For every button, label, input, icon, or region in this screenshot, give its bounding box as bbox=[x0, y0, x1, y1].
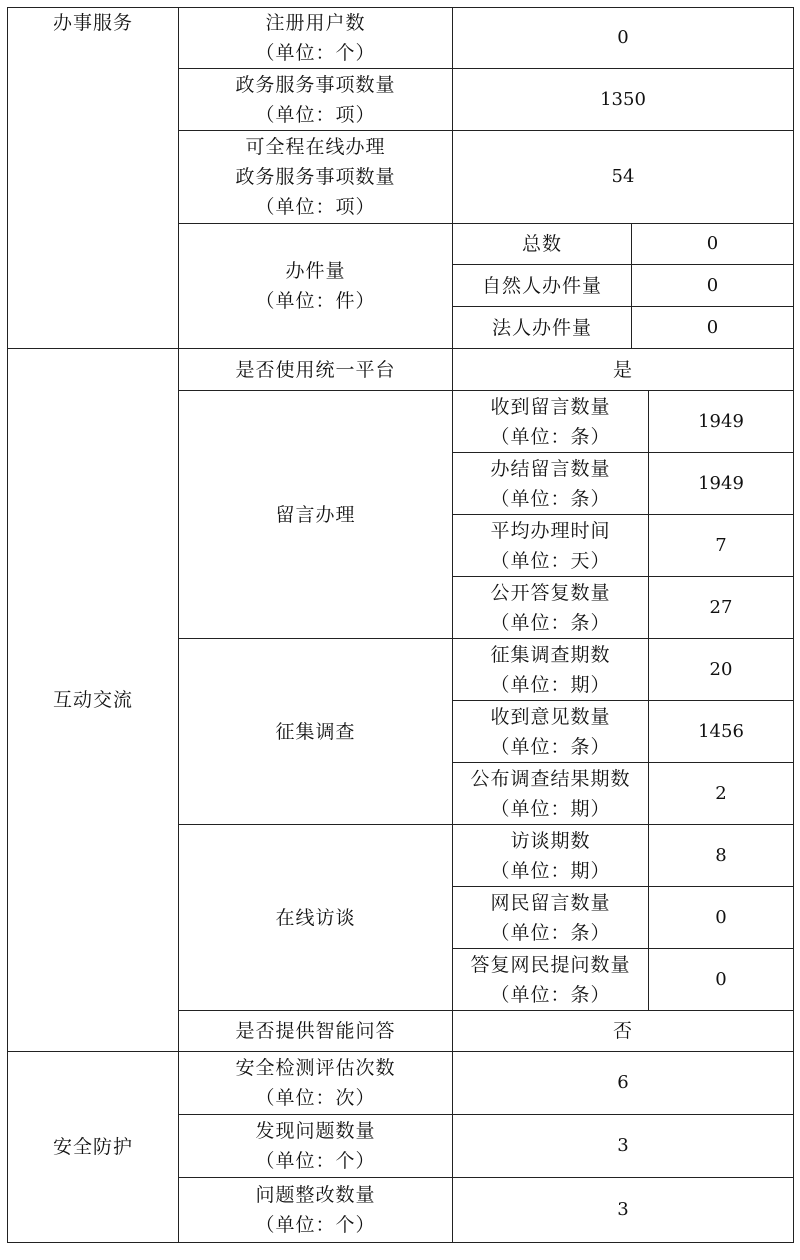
row-label bbox=[179, 1052, 452, 1114]
unit-text: （单位：期） bbox=[490, 797, 611, 820]
unit-text: （单位：项） bbox=[255, 103, 376, 126]
section-title: 互动交流 bbox=[52, 689, 133, 711]
unit-text: （单位：次） bbox=[255, 1087, 376, 1109]
unit-text: （单位：期） bbox=[490, 859, 611, 882]
sub-label bbox=[453, 577, 648, 638]
row-label: 是否提供智能问答 bbox=[235, 1020, 396, 1042]
row-label bbox=[179, 1115, 452, 1177]
section-title: 安全防护 bbox=[52, 1136, 133, 1158]
row-label bbox=[179, 224, 452, 348]
label-text: 安全检测评估次数 bbox=[235, 1057, 396, 1079]
unit-text: （单位：条） bbox=[490, 983, 611, 1006]
unit-text: （单位：个） bbox=[255, 1214, 376, 1236]
label-text: 政务服务事项数量 bbox=[235, 166, 396, 188]
table-border-right bbox=[793, 7, 794, 1243]
label-text: 平均办理时间 bbox=[490, 519, 611, 542]
sub-label bbox=[453, 639, 648, 700]
unit-text: （单位：件） bbox=[255, 290, 376, 312]
sub-label bbox=[453, 825, 648, 886]
group-label: 征集调查 bbox=[275, 720, 356, 743]
row-value: 否 bbox=[612, 1020, 633, 1042]
row-value: 54 bbox=[611, 166, 635, 187]
label-text: 公开答复数量 bbox=[490, 581, 611, 604]
sub-value: 0 bbox=[706, 316, 719, 338]
unit-text: （单位：期） bbox=[490, 673, 611, 696]
row-value: 1350 bbox=[600, 88, 646, 110]
unit-text: （单位：条） bbox=[490, 487, 611, 510]
section-title: 办事服务 bbox=[52, 12, 133, 34]
unit-text: （单位：项） bbox=[255, 196, 376, 218]
label-text: 网民留言数量 bbox=[490, 891, 611, 914]
label-text: 发现问题数量 bbox=[255, 1120, 376, 1142]
label-text: 答复网民提问数量 bbox=[470, 953, 631, 976]
group-label: 在线访谈 bbox=[275, 906, 356, 929]
row-label bbox=[179, 69, 452, 130]
sub-label bbox=[453, 701, 648, 762]
sub-label bbox=[453, 391, 648, 452]
label-text: 政务服务事项数量 bbox=[235, 73, 396, 96]
row-value: 是 bbox=[612, 358, 633, 381]
label-text: 征集调查期数 bbox=[490, 643, 611, 666]
sub-value: 0 bbox=[715, 906, 727, 928]
unit-text: （单位：条） bbox=[490, 921, 611, 944]
label-text: 访谈期数 bbox=[510, 829, 591, 852]
row-value: 0 bbox=[617, 27, 629, 48]
unit-text: （单位：条） bbox=[490, 735, 611, 758]
sub-value: 0 bbox=[706, 233, 719, 254]
sub-value: 20 bbox=[709, 658, 733, 680]
sub-value: 0 bbox=[715, 968, 727, 990]
row-value: 3 bbox=[617, 1135, 629, 1156]
sub-label: 总数 bbox=[521, 233, 562, 255]
sub-label bbox=[453, 453, 648, 514]
label-text: 收到意见数量 bbox=[490, 705, 611, 728]
label-text: 办结留言数量 bbox=[490, 457, 611, 480]
sub-value: 1456 bbox=[698, 720, 744, 742]
label-text: 问题整改数量 bbox=[255, 1184, 376, 1206]
row-label: 是否使用统一平台 bbox=[235, 358, 396, 381]
sub-value: 7 bbox=[715, 534, 727, 556]
label-text: 可全程在线办理 bbox=[245, 136, 386, 158]
group-label: 留言办理 bbox=[275, 503, 356, 526]
sub-value: 0 bbox=[706, 274, 719, 296]
unit-text: （单位：个） bbox=[255, 1150, 376, 1172]
sub-value: 2 bbox=[715, 782, 727, 804]
sub-value: 8 bbox=[715, 844, 727, 866]
sub-label bbox=[453, 887, 648, 948]
row-value: 3 bbox=[617, 1199, 629, 1220]
unit-text: （单位：条） bbox=[490, 425, 611, 448]
sub-label bbox=[453, 515, 648, 576]
label-text: 公布调查结果期数 bbox=[470, 767, 631, 790]
row-label bbox=[179, 1178, 452, 1242]
sub-label bbox=[453, 949, 648, 1010]
label-text: 注册用户数 bbox=[265, 12, 366, 34]
row-label bbox=[179, 131, 452, 223]
sub-label: 法人办件量 bbox=[491, 316, 592, 339]
sub-value: 27 bbox=[709, 596, 733, 618]
unit-text: （单位：个） bbox=[255, 42, 376, 64]
label-text: 收到留言数量 bbox=[490, 395, 611, 418]
unit-text: （单位：条） bbox=[490, 611, 611, 634]
table-border-bottom bbox=[7, 1242, 794, 1243]
sub-value: 1949 bbox=[698, 410, 744, 432]
row-value: 6 bbox=[617, 1072, 629, 1093]
sub-label bbox=[453, 763, 648, 824]
label-text: 办件量 bbox=[285, 260, 346, 282]
unit-text: （单位：天） bbox=[490, 549, 611, 572]
row-label bbox=[179, 8, 452, 68]
sub-label: 自然人办件量 bbox=[481, 274, 602, 297]
sub-value: 1949 bbox=[698, 472, 744, 494]
